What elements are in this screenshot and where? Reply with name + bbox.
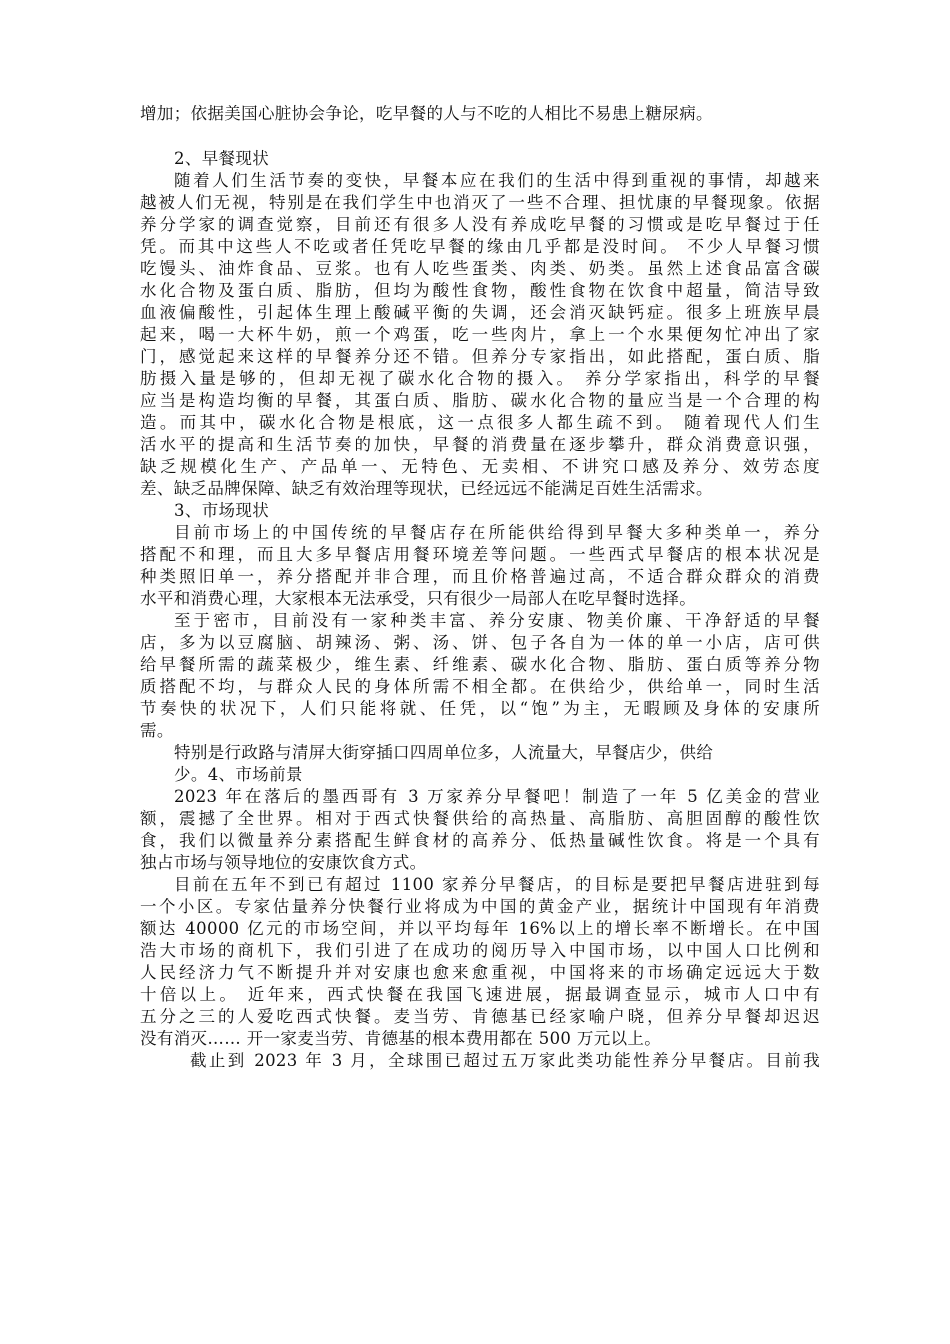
text-line: 水化合物及蛋白质、脂肪，但均为酸性食物，酸性食物在饮食中超量，简洁导致	[140, 281, 820, 300]
text-line: 缺乏规模化生产、产品单一、无特色、无卖相、不讲究口感及养分、效劳态度	[140, 457, 820, 476]
text-line: 养分学家的调查觉察，目前还有很多人没有养成吃早餐的习惯或是吃早餐过于任	[140, 215, 820, 234]
text-line: 节奏快的状况下，人们只能将就、任凭，以“饱”为主，无暇顾及身体的安康所	[140, 699, 820, 718]
text-line: 额达 40000 亿元的市场空间，并以平均每年 16%以上的增长率不断增长。在中国	[140, 919, 820, 938]
text-line: 门，感觉起来这样的早餐养分还不错。但养分专家指出，如此搭配，蛋白质、脂	[140, 347, 820, 366]
text-line: 给早餐所需的蔬菜极少，维生素、纤维素、碳水化合物、脂肪、蛋白质等养分物	[140, 655, 820, 674]
text-line: 吃馒头、油炸食品、豆浆。也有人吃些蛋类、肉类、奶类。虽然上述食品富含碳	[140, 259, 820, 278]
text-line: 没有消灭…… 开一家麦当劳、肯德基的根本费用都在 500 万元以上。	[140, 1029, 662, 1048]
section-heading: 3、市场现状	[174, 501, 270, 520]
text-line: 越被人们无视，特别是在我们学生中也消灭了一些不合理、担忧康的早餐现象。依据	[140, 193, 820, 212]
text-line: 水平和消费心理，大家根本无法承受，只有很少一局部人在吃早餐时选择。	[140, 589, 697, 608]
text-line: 特别是行政路与清屏大街穿插口四周单位多，人流量大，早餐店少，供给	[174, 743, 714, 762]
text-line: 起来，喝一大杯牛奶，煎一个鸡蛋，吃一些肉片，拿上一个水果便匆忙冲出了家	[140, 325, 820, 344]
text-line: 凭。而其中这些人不吃或者任凭吃早餐的缘由几乎都是没时间。 不少人早餐习惯	[140, 237, 820, 256]
text-line: 2023 年在落后的墨西哥有 3 万家养分早餐吧！制造了一年 5 亿美金的营业	[174, 787, 820, 806]
text-line: 种类照旧单一，养分搭配并非合理，而且价格普遍过高，不适合群众群众的消费	[140, 567, 820, 586]
text-line: 需。	[140, 721, 174, 740]
text-line: 血液偏酸性，引起体生理上酸碱平衡的失调，还会消灭缺钙症。很多上班族早晨	[140, 303, 820, 322]
text-line: 造。而其中，碳水化合物是根底，这一点很多人都生疏不到。 随着现代人们生	[140, 413, 820, 432]
text-line: 应当是构造均衡的早餐，其蛋白质、脂肪、碳水化合物的量应当是一个合理的构	[140, 391, 820, 410]
text-line: 十倍以上。 近年来，西式快餐在我国飞速进展，据最调查显示，城市人口中有	[140, 985, 820, 1004]
text-line: 人民经济力气不断提升并对安康也愈来愈重视，中国将来的市场确定远远大于数	[140, 963, 820, 982]
text-line: 五分之三的人爱吃西式快餐。麦当劳、肯德基已经家喻户晓，但养分早餐却迟迟	[140, 1007, 820, 1026]
text-line: 浩大市场的商机下，我们引进了在成功的阅历导入中国市场，以中国人口比例和	[140, 941, 820, 960]
text-line: 随着人们生活节奏的变快，早餐本应在我们的生活中得到重视的事情，却越来	[174, 171, 820, 190]
text-line: 质搭配不均，与群众人民的身体所需不相全都。在供给少，供给单一，同时生活	[140, 677, 820, 696]
text-line: 活水平的提高和生活节奏的加快，早餐的消费量在逐步攀升，群众消费意识强，	[140, 435, 820, 454]
section-heading: 2、早餐现状	[174, 149, 270, 168]
text-line: 店，多为以豆腐脑、胡辣汤、粥、汤、饼、包子各自为一体的单一小店，店可供	[140, 633, 820, 652]
text-line: 目前在五年不到已有超过 1100 家养分早餐店，的目标是要把早餐店进驻到每	[174, 875, 820, 894]
section-heading: 少。4、市场前景	[174, 765, 303, 784]
text-line: 肪摄入量是够的，但却无视了碳水化合物的摄入。 养分学家指出，科学的早餐	[140, 369, 820, 388]
text-line: 独占市场与领导地位的安康饮食方式。	[140, 853, 427, 872]
text-line: 至于密市，目前没有一家种类丰富、养分安康、物美价廉、干净舒适的早餐	[174, 611, 820, 630]
text-line: 增加；依据美国心脏协会争论，吃早餐的人与不吃的人相比不易患上糖尿病。	[140, 104, 713, 123]
text-line: 一个小区。专家估量养分快餐行业将成为中国的黄金产业，据统计中国现有年消费	[140, 897, 820, 916]
text-line: 搭配不和理，而且大多早餐店用餐环境差等问题。一些西式早餐店的根本状况是	[140, 545, 820, 564]
text-line: 食，我们以微量养分素搭配生鲜食材的高养分、低热量碱性饮食。将是一个具有	[140, 831, 820, 850]
text-line: 截止到 2023 年 3 月，全球围已超过五万家此类功能性养分早餐店。目前我	[190, 1051, 820, 1070]
text-line: 差、缺乏品牌保障、缺乏有效治理等现状，已经远远不能满足百姓生活需求。	[140, 479, 713, 498]
text-line: 额，震撼了全世界。相对于西式快餐供给的高热量、高脂肪、高胆固醇的酸性饮	[140, 809, 820, 828]
text-line: 目前市场上的中国传统的早餐店存在所能供给得到早餐大多种类单一，养分	[174, 523, 820, 542]
